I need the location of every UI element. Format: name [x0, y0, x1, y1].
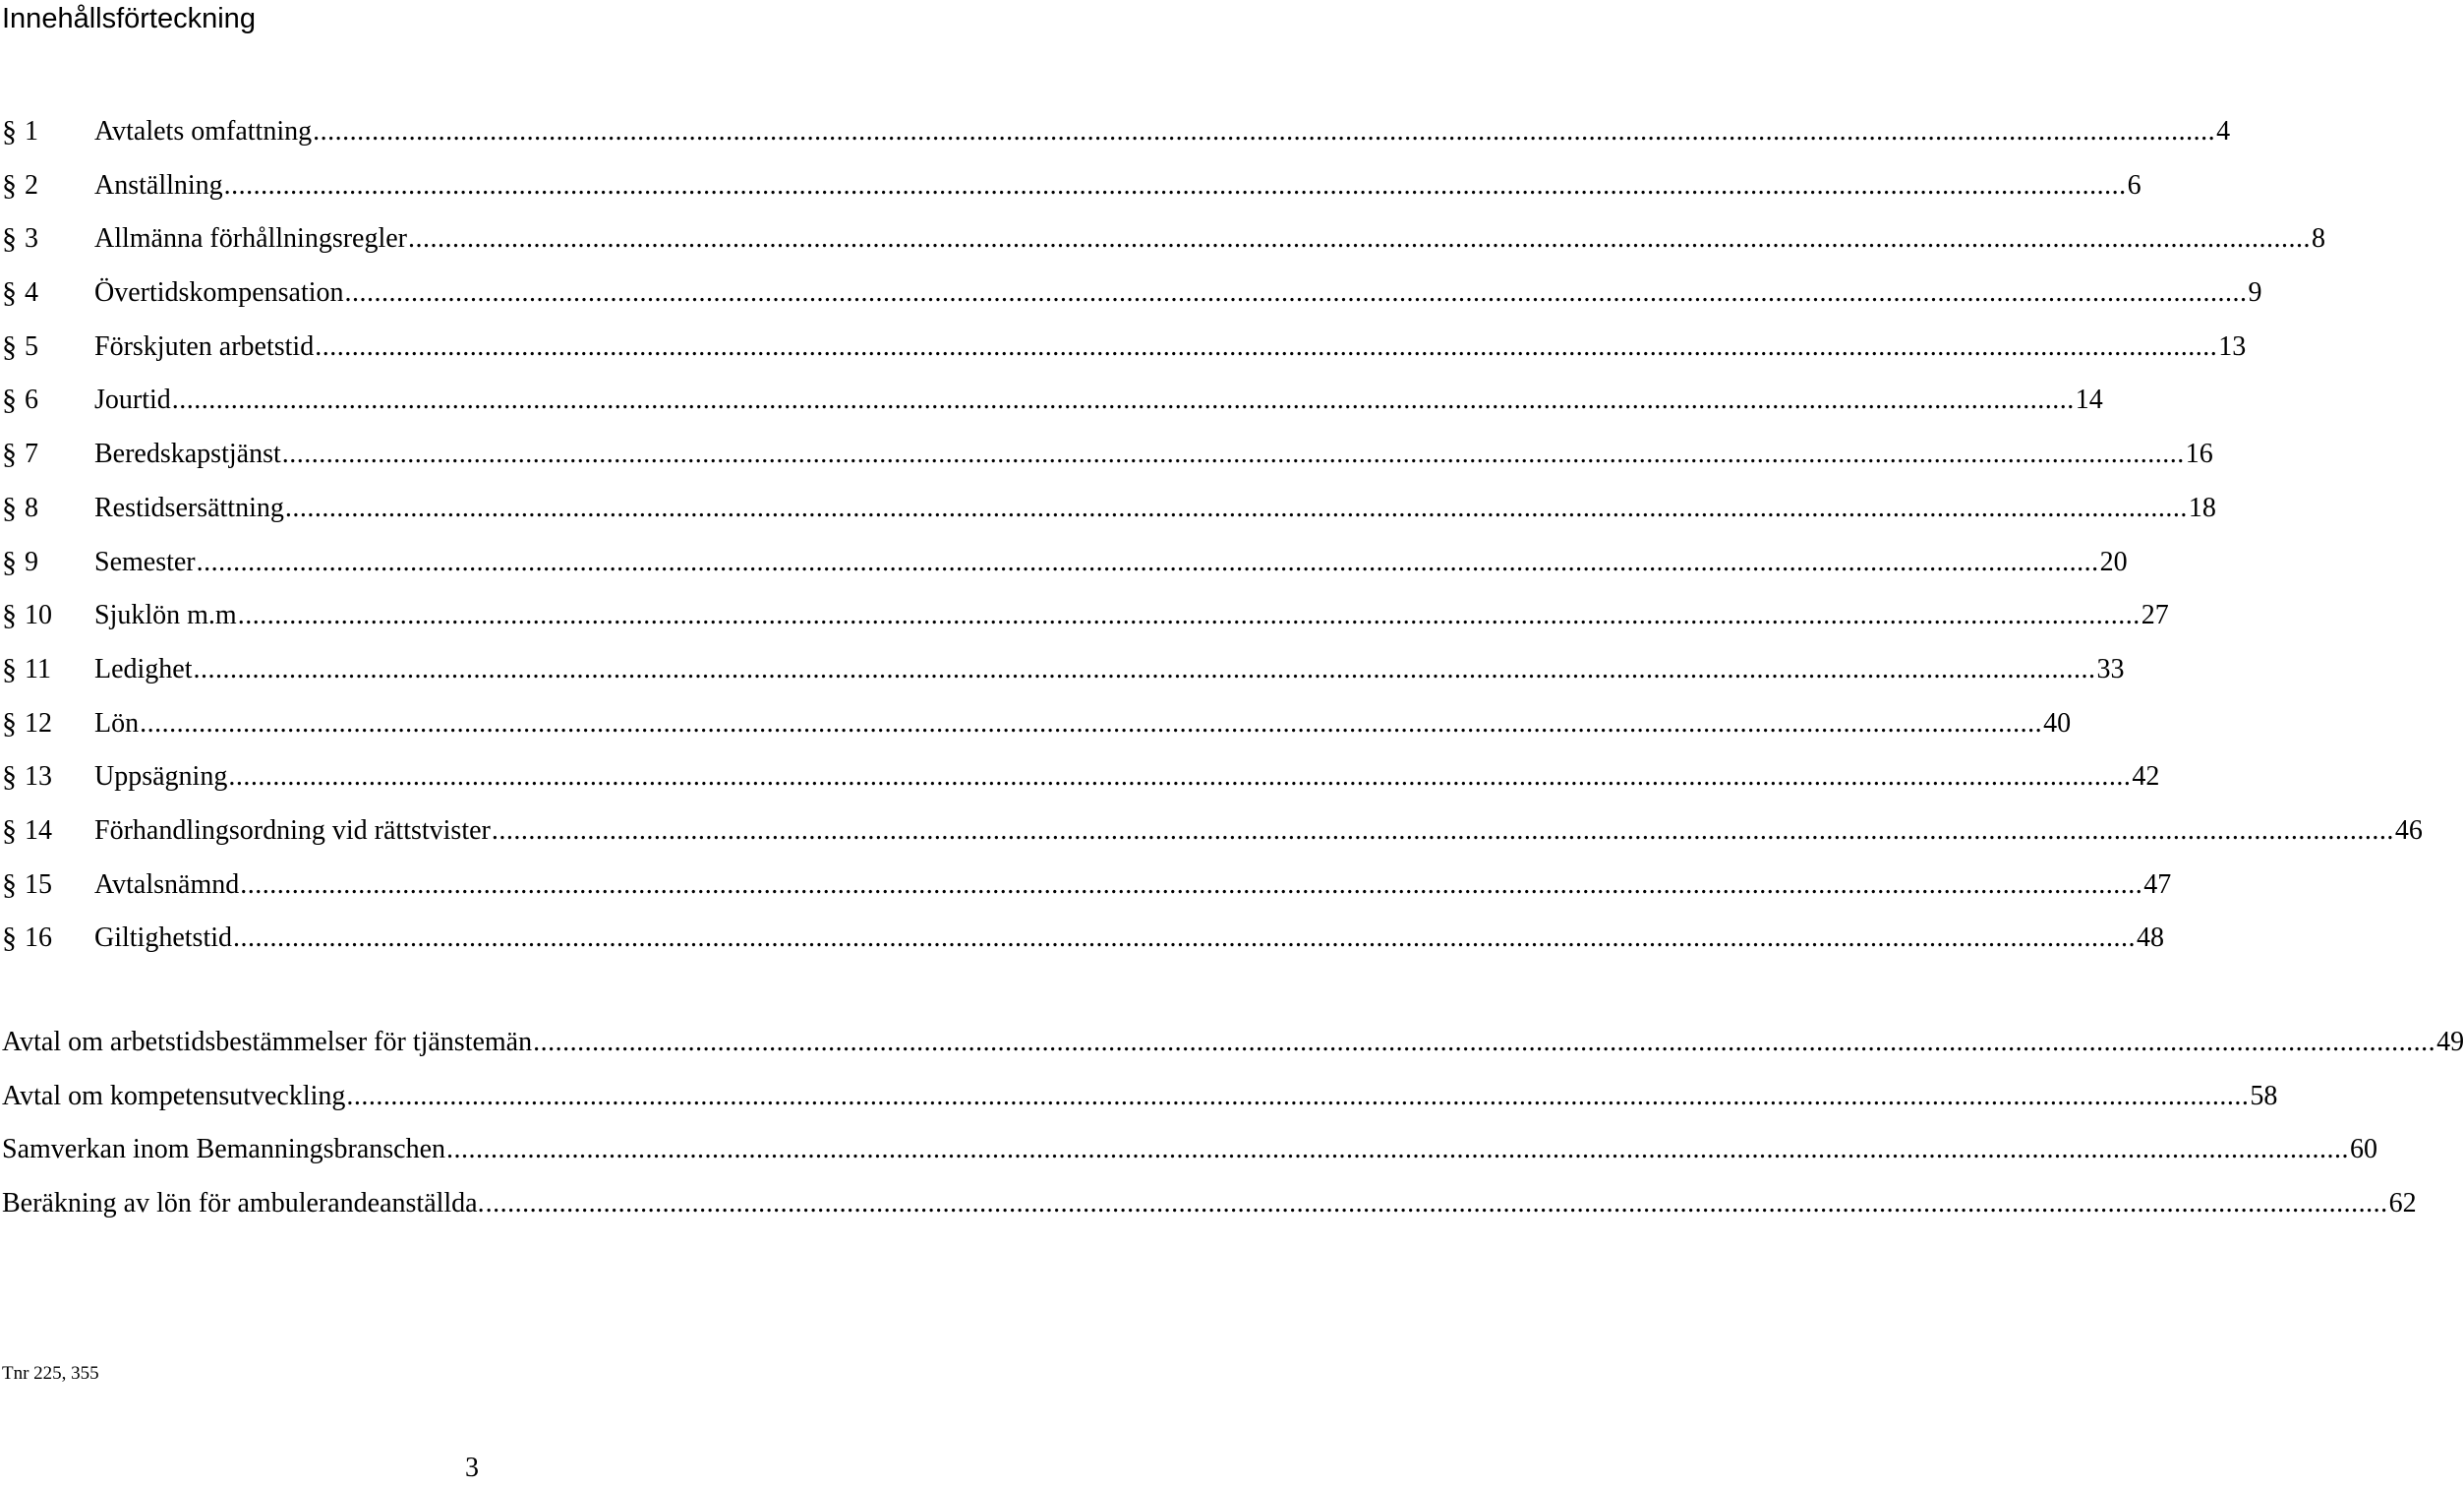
entry-page: 33 — [2096, 653, 2125, 684]
dot-leader: .................................................................................................................................................................................................................................................................. — [223, 169, 2127, 201]
section-sign-icon: § — [2, 438, 17, 471]
page-number: 3 — [465, 1453, 479, 1483]
entry-page: 40 — [2043, 707, 2072, 739]
entry-title: Ledighet — [94, 653, 193, 684]
toc-entry[interactable] — [0, 1123, 2378, 1177]
section-number: 13 — [25, 761, 52, 793]
toc-entry[interactable] — [0, 804, 2423, 859]
entry-page: 42 — [2132, 761, 2160, 793]
section-number: 6 — [25, 385, 38, 416]
dot-leader: .................................................................................................................................................................................................................................................................. — [315, 330, 2218, 362]
entry-page: 13 — [2218, 330, 2247, 362]
entry-title: Beräkning av lön för ambulerandeanställda. — [2, 1188, 485, 1219]
section-number: 16 — [25, 922, 52, 954]
entry-page: 4 — [2216, 116, 2231, 147]
dot-leader: .................................................................................................................................................................................................................................................................. — [281, 439, 2185, 470]
toc-entry[interactable] — [0, 321, 2247, 375]
entry-title: Samverkan inom Bemanningsbranschen — [2, 1134, 446, 1165]
toc-entry[interactable] — [0, 750, 2160, 804]
entry-title: Övertidskompensation — [94, 277, 344, 309]
section-number: 5 — [25, 330, 38, 362]
toc-entry[interactable] — [0, 697, 2072, 751]
toc-sections — [0, 105, 2423, 966]
entry-title: Avtal om kompetensutveckling — [2, 1080, 346, 1111]
entry-page: 46 — [2394, 814, 2423, 846]
dot-leader: .................................................................................................................................................................................................................................................................. — [346, 1080, 2250, 1111]
entry-page: 47 — [2143, 868, 2172, 900]
dot-leader: .................................................................................................................................................................................................................................................................. — [408, 223, 2312, 255]
section-sign-icon: § — [2, 168, 17, 202]
section-number: 3 — [25, 223, 38, 255]
section-number: 4 — [25, 277, 38, 309]
toc-entry[interactable] — [0, 1016, 2464, 1070]
section-number: 12 — [25, 707, 52, 739]
dot-leader: .................................................................................................................................................................................................................................................................. — [491, 814, 2394, 846]
entry-title: Allmänna förhållningsregler — [94, 223, 408, 255]
toc-entry[interactable] — [0, 859, 2172, 913]
entry-page: 48 — [2137, 922, 2164, 954]
dot-leader: .................................................................................................................................................................................................................................................................. — [237, 600, 2141, 631]
section-sign-icon: § — [2, 545, 17, 578]
dot-leader: .................................................................................................................................................................................................................................................................. — [485, 1188, 2388, 1219]
entry-page: 62 — [2388, 1188, 2417, 1219]
toc-entry[interactable] — [0, 428, 2213, 482]
section-number: 8 — [25, 492, 38, 523]
section-sign-icon: § — [2, 867, 17, 901]
section-sign-icon: § — [2, 491, 17, 524]
toc-entry[interactable] — [0, 1177, 2417, 1231]
toc-entry[interactable] — [0, 589, 2169, 643]
entry-page: 14 — [2075, 385, 2103, 416]
section-sign-icon: § — [2, 115, 17, 148]
entry-title: Avtalets omfattning — [94, 116, 313, 147]
footer-note: Tnr 225, 355 — [2, 1363, 99, 1384]
entry-title: Sjuklön m.m — [94, 600, 237, 631]
entry-page: 9 — [2248, 277, 2262, 309]
section-number: 10 — [25, 600, 52, 631]
page-title: Innehållsförteckning — [2, 3, 256, 34]
section-sign-icon: § — [2, 329, 17, 363]
dot-leader: .................................................................................................................................................................................................................................................................. — [228, 761, 2132, 793]
entry-title: Avtal om arbetstidsbestämmelser för tjänstemän — [2, 1027, 533, 1057]
entry-page: 20 — [2099, 546, 2128, 577]
section-sign-icon: § — [2, 599, 17, 632]
section-sign-icon: § — [2, 652, 17, 685]
dot-leader: .................................................................................................................................................................................................................................................................. — [140, 707, 2043, 739]
toc-entry[interactable] — [0, 1070, 2278, 1124]
entry-page: 8 — [2312, 223, 2326, 255]
section-sign-icon: § — [2, 276, 17, 310]
entry-title: Beredskapstjänst — [94, 439, 281, 470]
section-sign-icon: § — [2, 384, 17, 417]
section-number: 11 — [25, 653, 51, 684]
section-sign-icon: § — [2, 813, 17, 847]
dot-leader: .................................................................................................................................................................................................................................................................. — [284, 492, 2188, 523]
section-number: 15 — [25, 868, 52, 900]
section-number: 7 — [25, 439, 38, 470]
entry-page: 49 — [2436, 1027, 2464, 1057]
section-number: 2 — [25, 169, 38, 201]
entry-title: Förskjuten arbetstid — [94, 330, 315, 362]
section-number: 9 — [25, 546, 38, 577]
toc-entry[interactable] — [0, 267, 2262, 321]
toc-entry[interactable] — [0, 159, 2141, 213]
dot-leader: .................................................................................................................................................................................................................................................................. — [240, 868, 2143, 900]
dot-leader: .................................................................................................................................................................................................................................................................. — [171, 385, 2075, 416]
toc-entry[interactable] — [0, 374, 2103, 428]
entry-title: Lön — [94, 707, 140, 739]
entry-page: 18 — [2188, 492, 2216, 523]
toc-appendices — [0, 1016, 2464, 1231]
section-sign-icon: § — [2, 921, 17, 955]
dot-leader: .................................................................................................................................................................................................................................................................. — [446, 1134, 2350, 1165]
entry-title: Förhandlingsordning vid rättstvister — [94, 814, 491, 846]
dot-leader: .................................................................................................................................................................................................................................................................. — [533, 1027, 2436, 1057]
section-number: 1 — [25, 116, 38, 147]
entry-title: Avtalsnämnd — [94, 868, 240, 900]
toc-entry[interactable] — [0, 536, 2128, 590]
section-sign-icon: § — [2, 706, 17, 740]
entry-page: 58 — [2250, 1080, 2278, 1111]
dot-leader: .................................................................................................................................................................................................................................................................. — [193, 653, 2096, 684]
dot-leader: .................................................................................................................................................................................................................................................................. — [344, 277, 2248, 309]
entry-title: Giltighetstid — [94, 922, 232, 954]
toc-entry[interactable] — [0, 912, 2164, 966]
toc-entry[interactable] — [0, 482, 2216, 536]
entry-page: 27 — [2141, 600, 2169, 631]
dot-leader: .................................................................................................................................................................................................................................................................. — [196, 546, 2099, 577]
section-sign-icon: § — [2, 222, 17, 256]
entry-page: 16 — [2185, 439, 2213, 470]
toc-entry[interactable] — [0, 105, 2231, 159]
entry-title: Anställning — [94, 169, 223, 201]
toc-entry[interactable] — [0, 643, 2125, 697]
entry-title: Jourtid — [94, 385, 171, 416]
dot-leader: .................................................................................................................................................................................................................................................................. — [233, 922, 2136, 954]
dot-leader: .................................................................................................................................................................................................................................................................. — [313, 116, 2216, 147]
entry-page: 60 — [2350, 1134, 2378, 1165]
entry-title: Restidsersättning — [94, 492, 284, 523]
entry-page: 6 — [2127, 169, 2141, 201]
entry-title: Uppsägning — [94, 761, 228, 793]
toc-entry[interactable] — [0, 212, 2326, 267]
section-sign-icon: § — [2, 760, 17, 794]
section-number: 14 — [25, 814, 52, 846]
entry-title: Semester — [94, 546, 196, 577]
